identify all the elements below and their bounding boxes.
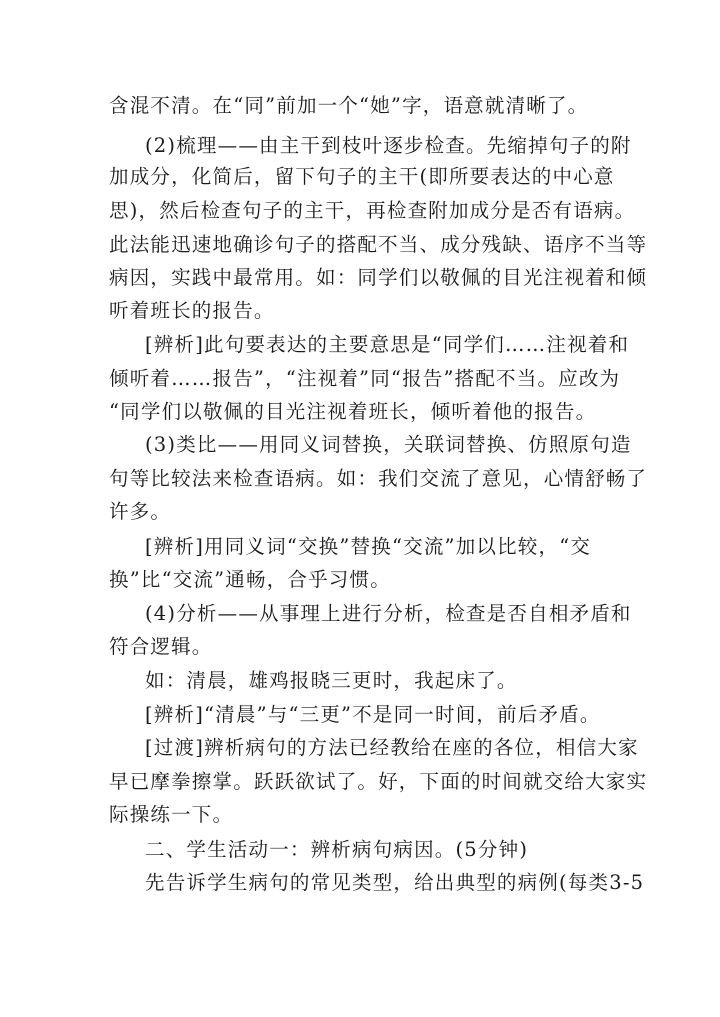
- text-line: 许多。: [109, 500, 172, 523]
- text-line: 句等比较法来检查语病。如：我们交流了意见，心情舒畅了: [109, 467, 648, 490]
- text-line: 思)，然后检查句子的主干，再检查附加成分是否有语病。: [109, 199, 636, 222]
- text-line: 病因，实践中最常用。如：同学们以敬佩的目光注视着和倾: [109, 266, 648, 289]
- text-line: 此法能迅速地确诊句子的搭配不当、成分残缺、语序不当等: [109, 233, 648, 256]
- text-line: (4)分析——从事理上进行分析，检查是否自相矛盾和: [145, 602, 632, 625]
- text-line: [辨析]“清晨”与“三更”不是同一时间，前后矛盾。: [145, 703, 601, 726]
- text-line: 换”比“交流”通畅，合乎习惯。: [109, 568, 391, 591]
- section-heading: 二、学生活动一：辨析病句病因。(5分钟): [145, 838, 529, 861]
- text-line: (2)梳理——由主干到枝叶逐步检查。先缩掉句子的附: [145, 134, 632, 157]
- text-line: 际操练一下。: [109, 803, 234, 826]
- text-line: 早已摩拳擦掌。跃跃欲试了。好，下面的时间就交给大家实: [109, 770, 648, 793]
- text-line: [辨析]此句要表达的主要意思是“同学们……注视着和: [145, 333, 630, 356]
- text-line: [辨析]用同义词“交换”替换“交流”加以比较，“交: [145, 535, 592, 558]
- text-line: 先告诉学生病句的常见类型，给出典型的病例(每类3-5: [145, 871, 645, 894]
- text-line: 听着班长的报告。: [109, 299, 275, 322]
- text-line: 符合逻辑。: [109, 635, 213, 658]
- text-line: 如：清晨，雄鸡报晓三更时，我起床了。: [145, 669, 518, 692]
- text-line: “同学们以敬佩的目光注视着班长，倾听着他的报告。: [109, 400, 597, 423]
- text-line: 加成分，化简后，留下句子的主干(即所要表达的中心意: [109, 165, 615, 188]
- text-line: 倾听着……报告”，“注视着”同“报告”搭配不当。应改为: [109, 367, 621, 390]
- text-line: (3)类比——用同义词替换，关联词替换、仿照原句造: [145, 433, 632, 456]
- text-line: [过渡]辨析病句的方法已经教给在座的各位，相信大家: [145, 736, 639, 759]
- text-line: 含混不清。在“同”前加一个“她”字，语意就清晰了。: [109, 94, 589, 117]
